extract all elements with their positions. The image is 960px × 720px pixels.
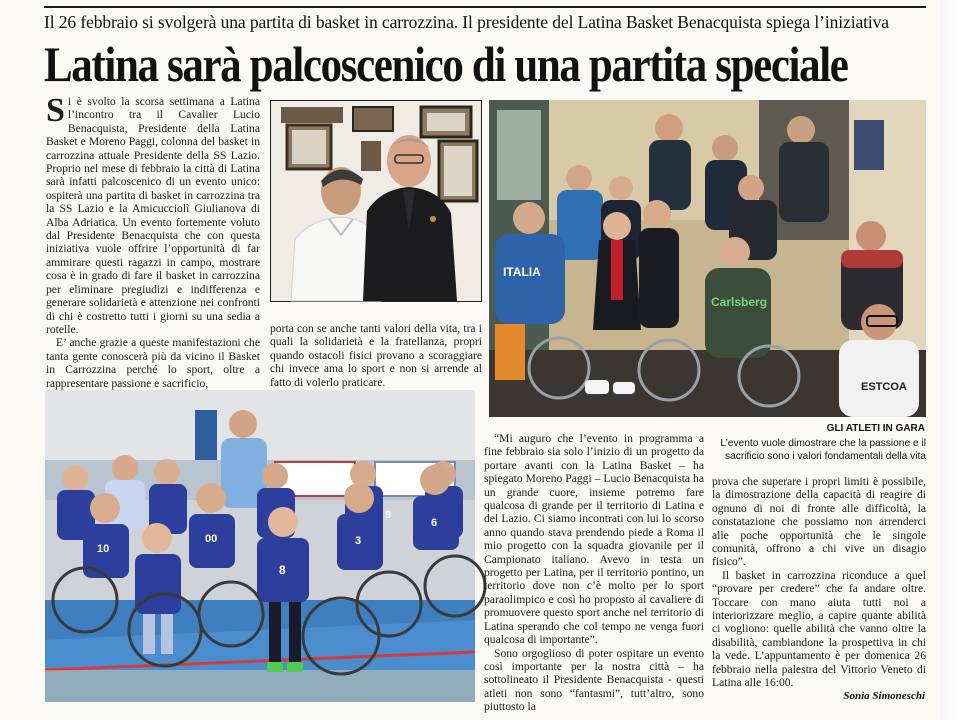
column-4-paragraph-1: prova che superare i propri limiti è possibile, la dimostrazione della capacità di reagire di ognuno di noi di fronte alle difficoltà, la constatazione che possiamo non arrenderci alle poche opportunità che le singole comunità, offrono a chi vive un disagio fisico”. (712, 475, 926, 569)
jersey-number-9: 9 (385, 509, 392, 521)
page-edge (940, 0, 960, 720)
column-4-paragraph-2: Il basket in carrozzina riconduce a quel “provare per credere” che fa andare oltre. Toccare con mano aiuta tutti noi a interiorizzare meglio, a capire quante abilità ci vogliono: quelle abilità che vanno oltre la disabilità, cambiandone la prospettiva in chi la vede. L’appuntamento è per domenica 26 febbraio nella palestra del Vittorio Veneto di Latina alle 16:00. (712, 568, 926, 690)
jersey-number-3: 3 (355, 535, 362, 547)
jersey-number-8: 8 (279, 563, 286, 577)
photo-caption-text: L’evento vuole dimostrare che la passione e il sacrificio sono i valori fondamentali della vita (720, 438, 926, 462)
photo-group (489, 100, 926, 417)
column-3-paragraph-2: Sono orgoglioso di poter ospitare un evento così importante per la nostra città – ha sottolineato il Presidente Benacquista - questi atleti non sono “fantasmi”, tutt’altro, sono piuttosto la (484, 646, 704, 714)
column-1-text (46, 92, 260, 390)
column-4-text (712, 475, 926, 690)
jersey-number-6: 6 (431, 517, 438, 529)
sweatshirt-text-italia: ITALIA (503, 265, 541, 279)
photo-presidents (270, 100, 482, 302)
shirt-text-estcoa: ESTCOA (861, 381, 907, 393)
photo-presidents-image (271, 101, 481, 301)
top-rule (44, 6, 926, 8)
sweatshirt-text-carlsberg: Carlsberg (711, 295, 768, 309)
photo-team-image (45, 390, 475, 702)
column-1-paragraph-2: E’ anche grazie a queste manifestazioni che tanta gente conoscerà più da vicino il Basket in Carrozzina perché lo sport, oltre a rappresentare passione e sacrificio, (46, 336, 260, 390)
article-headline: Latina sarà palcoscenico di una partita speciale (44, 36, 848, 92)
column-1-paragraph-1: i è svolto la scorsa settimana a Latina l’incontro tra il Cavalier Lucio Benacquista, Presidente della Latina Basket e Moreno Paggi, colonna del basket in carrozzina attuale Presidente della SS Lazio. Proprio nel mese di febbraio la città di Latina sarà infatti palcoscenico di un evento unico: ospiterà una partita di basket in carrozzina tra la SS Lazio e la Amicucciolì Giulianova di Alba Adriatica. Un evento fortemente voluto dal Presidente Benacquista che con questa iniziativa vuole offrire l’opportunità di far ammirare questi ragazzi in campo, mostrare cosa è in grado di fare il basket in carrozzina per eliminare pregiudizi e indifferenza e generare solidarietà e attenzione nei confronti di chi è costretto tutti i giorni su una sedia a rotelle. (46, 95, 260, 336)
column-3-text (484, 432, 704, 714)
column-2-paragraph: porta con se anche tanti valori della vita, tra i quali la solidarietà e la fratellanza, propri quando ostacoli fisici provano a scoraggiare chi invece ama lo sport e non si arrende al fatto di volerlo praticare. (270, 322, 482, 389)
photo-team (45, 390, 475, 702)
drop-cap: S (46, 92, 65, 129)
jersey-number-00: 00 (205, 533, 218, 545)
photo-group-image (489, 100, 926, 417)
article-kicker: Il 26 febbraio si svolgerà una partita di basket in carrozzina. Il presidente del Latina Basket Benacquista spiega l’iniziativa (44, 12, 889, 32)
photo-caption-title: GLI ATLETI IN GARA (826, 423, 925, 434)
jersey-number-10: 10 (97, 543, 110, 555)
column-2-text (270, 322, 482, 389)
column-3-paragraph-1: “Mi auguro che l’evento in programma a fine febbraio sia solo l’inizio di un progetto da portare avanti con la Latina Basket – ha spiegato Moreno Paggi – Lucio Benacquista ha un grande cuore, insieme potremo fare qualcosa di grande per il territorio di Latina e del Lazio. Ci siamo incontrati con lui lo scorso anno quando stava prendendo piede a Roma il mio progetto con la squadra giovanile per il Campionato italiano. Avevo in testa un progetto per Latina, per il territorio pontino, un territorio dove non c’è molto per lo sport paraolimpico e così ho proposto al cavaliere di promuovere questo sport anche nel territorio di Latina sperando che col tempo ne venga fuori qualcosa di importante”. (484, 432, 704, 647)
author-signature: Sonia Simoneschi (843, 690, 925, 702)
